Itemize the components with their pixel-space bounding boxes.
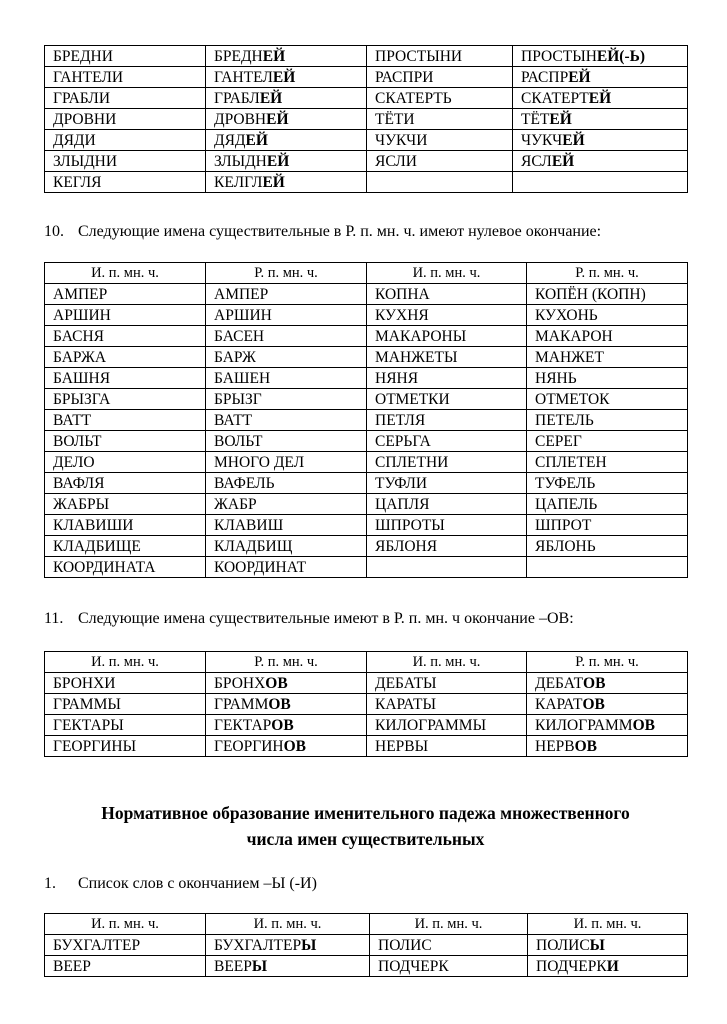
table-cell bbox=[206, 347, 367, 368]
table-body bbox=[45, 284, 688, 578]
word-stem: ВАФЕЛЬ bbox=[214, 475, 275, 492]
column-header: И. п. мн. ч. bbox=[367, 263, 527, 284]
word-stem: ПЕТЕЛЬ bbox=[535, 412, 594, 429]
word-stem: ПОЛИС bbox=[378, 937, 432, 954]
table-cell bbox=[527, 557, 688, 578]
table-cell bbox=[513, 172, 688, 193]
word-stem: ДРОВН bbox=[214, 111, 267, 128]
table-cell bbox=[206, 326, 367, 347]
word-stem: КЛАВИШИ bbox=[53, 517, 134, 534]
word-stem: КАРАТ bbox=[535, 696, 583, 713]
word-stem: ТЁТИ bbox=[375, 111, 415, 128]
word-ending: ОВ bbox=[632, 717, 656, 734]
word-stem: БАСЕН bbox=[214, 328, 265, 345]
table-cell bbox=[367, 515, 527, 536]
table-row bbox=[45, 284, 688, 305]
word-stem: БАРЖ bbox=[214, 349, 256, 366]
word-stem: АМПЕР bbox=[214, 286, 269, 303]
word-stem: ЗЛЫДН bbox=[214, 153, 267, 170]
table-row bbox=[45, 935, 688, 956]
table-cell bbox=[206, 452, 367, 473]
table-cell bbox=[367, 172, 513, 193]
table-body bbox=[45, 935, 688, 977]
word-stem: БРОНХ bbox=[214, 675, 266, 692]
word-stem: КУХНЯ bbox=[375, 307, 429, 324]
table-cell bbox=[206, 431, 367, 452]
word-stem: ТУФЛИ bbox=[375, 475, 428, 492]
word-stem: НЕРВ bbox=[535, 738, 575, 755]
table-cell bbox=[367, 326, 527, 347]
table-cell bbox=[527, 694, 688, 715]
table-cell bbox=[206, 694, 367, 715]
table-cell bbox=[367, 151, 513, 172]
column-header: И. п. мн. ч. bbox=[528, 914, 688, 935]
table-cell bbox=[528, 935, 688, 956]
word-ending: ОВ bbox=[265, 675, 288, 692]
word-stem: ДЕБАТ bbox=[535, 675, 584, 692]
word-stem: ЯСЛ bbox=[521, 153, 552, 170]
nominative-plural-table bbox=[44, 913, 688, 977]
word-stem: ГРАММЫ bbox=[53, 696, 121, 713]
table-row bbox=[45, 67, 688, 88]
word-ending: ОВ bbox=[582, 696, 605, 713]
table-cell bbox=[367, 284, 527, 305]
table-row bbox=[45, 536, 688, 557]
table-body bbox=[45, 673, 688, 757]
table-row bbox=[45, 431, 688, 452]
column-header: И. п. мн. ч. bbox=[370, 914, 528, 935]
section-text: Список слов с окончанием –Ы (-И) bbox=[78, 875, 317, 892]
table-cell bbox=[513, 67, 688, 88]
word-stem: КУХОНЬ bbox=[535, 307, 598, 324]
table-cell bbox=[206, 515, 367, 536]
word-stem: ГЕКТАР bbox=[214, 717, 272, 734]
table-cell bbox=[45, 452, 206, 473]
table-cell bbox=[206, 536, 367, 557]
table-cell bbox=[206, 284, 367, 305]
word-ending: ОВ bbox=[268, 696, 291, 713]
word-ending: Ы bbox=[251, 958, 268, 975]
word-stem: БАСНЯ bbox=[53, 328, 104, 345]
word-stem: ВАТТ bbox=[53, 412, 92, 429]
table-cell bbox=[370, 935, 528, 956]
word-stem: ВАФЛЯ bbox=[53, 475, 105, 492]
table-cell bbox=[45, 389, 206, 410]
word-stem: АРШИН bbox=[53, 307, 111, 324]
table-row bbox=[45, 694, 688, 715]
word-stem: МАКАРОНЫ bbox=[375, 328, 467, 345]
word-stem: КИЛОГРАММ bbox=[535, 717, 633, 734]
word-stem: ГРАБЛ bbox=[214, 90, 260, 107]
table-cell bbox=[367, 410, 527, 431]
word-stem: НЯНЯ bbox=[375, 370, 419, 387]
word-stem: ГЕКТАРЫ bbox=[53, 717, 124, 734]
word-stem: БРЫЗГ bbox=[214, 391, 262, 408]
word-stem: НЯНЬ bbox=[535, 370, 577, 387]
word-stem: РАСПР bbox=[521, 69, 569, 86]
word-stem: СПЛЕТНИ bbox=[375, 454, 449, 471]
word-stem: ПРОСТЫН bbox=[521, 48, 597, 65]
column-header: И. п. мн. ч. bbox=[45, 263, 206, 284]
table-cell bbox=[367, 694, 527, 715]
word-stem: БРЕДНИ bbox=[53, 48, 113, 65]
word-stem: ГАНТЕЛ bbox=[214, 69, 273, 86]
word-stem: МНОГО ДЕЛ bbox=[214, 454, 305, 471]
word-stem: КИЛОГРАММЫ bbox=[375, 717, 487, 734]
section-10-caption bbox=[44, 222, 601, 242]
word-stem: КЛАВИШ bbox=[214, 517, 284, 534]
table-cell bbox=[45, 347, 206, 368]
column-header: Р. п. мн. ч. bbox=[527, 263, 688, 284]
word-ending: ЕЙ bbox=[549, 111, 572, 128]
table-cell bbox=[527, 347, 688, 368]
table-cell bbox=[527, 431, 688, 452]
table-cell bbox=[527, 673, 688, 694]
word-stem: ЯБЛОНЬ bbox=[535, 538, 596, 555]
table-cell bbox=[45, 151, 206, 172]
table-row bbox=[45, 452, 688, 473]
table-cell bbox=[206, 494, 367, 515]
table-row bbox=[45, 46, 688, 67]
table-cell bbox=[527, 305, 688, 326]
word-stem: КЛАДБИЩ bbox=[214, 538, 293, 555]
table-cell bbox=[206, 673, 367, 694]
word-ending: И bbox=[606, 958, 619, 975]
table-row bbox=[45, 368, 688, 389]
word-stem: СКАТЕРТЬ bbox=[375, 90, 452, 107]
word-stem: МАНЖЕТЫ bbox=[375, 349, 458, 366]
table-cell bbox=[45, 284, 206, 305]
table-cell bbox=[367, 130, 513, 151]
table-cell bbox=[527, 326, 688, 347]
table-cell bbox=[527, 494, 688, 515]
table-cell bbox=[45, 410, 206, 431]
table-cell bbox=[45, 46, 206, 67]
table-cell bbox=[45, 130, 206, 151]
word-stem: АМПЕР bbox=[53, 286, 108, 303]
table-cell bbox=[45, 109, 206, 130]
table-cell bbox=[45, 494, 206, 515]
table-cell bbox=[206, 389, 367, 410]
table-cell bbox=[45, 694, 206, 715]
table-cell bbox=[206, 109, 367, 130]
table-cell bbox=[367, 389, 527, 410]
word-stem: ШПРОТ bbox=[535, 517, 592, 534]
table-cell bbox=[527, 473, 688, 494]
table-cell bbox=[367, 536, 527, 557]
word-stem: ШПРОТЫ bbox=[375, 517, 445, 534]
word-stem: ВАТТ bbox=[214, 412, 253, 429]
section-title bbox=[44, 800, 687, 852]
table-cell bbox=[527, 410, 688, 431]
table-row bbox=[45, 130, 688, 151]
table-cell bbox=[527, 284, 688, 305]
word-ending: ЕЙ bbox=[568, 69, 591, 86]
word-stem: КЛАДБИЩЕ bbox=[53, 538, 141, 555]
section-number: 1. bbox=[44, 875, 56, 892]
word-stem: ОТМЕТКИ bbox=[375, 391, 450, 408]
table-row bbox=[45, 326, 688, 347]
plural-genitive-table-continued bbox=[44, 45, 688, 193]
table-cell bbox=[45, 935, 206, 956]
word-stem: СПЛЕТЕН bbox=[535, 454, 607, 471]
word-stem: КЕГЛЯ bbox=[53, 174, 102, 191]
table-cell bbox=[45, 557, 206, 578]
table-cell bbox=[206, 46, 367, 67]
word-stem: ЗЛЫДНИ bbox=[53, 153, 118, 170]
list-1-caption bbox=[44, 874, 317, 894]
word-stem: АРШИН bbox=[214, 307, 272, 324]
word-ending: ЕЙ bbox=[262, 174, 285, 191]
zero-ending-table bbox=[44, 262, 688, 578]
table-row bbox=[45, 88, 688, 109]
word-stem: БАШНЯ bbox=[53, 370, 111, 387]
column-header: Р. п. мн. ч. bbox=[206, 263, 367, 284]
table-row bbox=[45, 494, 688, 515]
table-cell bbox=[45, 67, 206, 88]
column-header: И. п. мн. ч. bbox=[45, 914, 206, 935]
table-cell bbox=[367, 368, 527, 389]
table-cell bbox=[367, 431, 527, 452]
word-stem: БРЕДН bbox=[214, 48, 263, 65]
word-stem: МАНЖЕТ bbox=[535, 349, 604, 366]
table-cell bbox=[45, 368, 206, 389]
table-cell bbox=[367, 736, 527, 757]
word-stem: ЖАБРЫ bbox=[53, 496, 110, 513]
word-stem: ЯСЛИ bbox=[375, 153, 417, 170]
word-stem: ОТМЕТОК bbox=[535, 391, 610, 408]
word-stem: МАКАРОН bbox=[535, 328, 613, 345]
table-row bbox=[45, 389, 688, 410]
column-header: И. п. мн. ч. bbox=[45, 652, 206, 673]
table-cell bbox=[527, 715, 688, 736]
table-cell bbox=[45, 172, 206, 193]
word-ending: Ы bbox=[301, 937, 317, 954]
word-stem: ДЕБАТЫ bbox=[375, 675, 437, 692]
table-row bbox=[45, 305, 688, 326]
word-stem: ТУФЕЛЬ bbox=[535, 475, 596, 492]
table-row bbox=[45, 410, 688, 431]
table-cell bbox=[367, 88, 513, 109]
word-stem: БУХГАЛТЕР bbox=[53, 937, 141, 954]
column-header: Р. п. мн. ч. bbox=[206, 652, 367, 673]
word-ending: ОВ bbox=[283, 738, 306, 755]
word-stem: ВЕЕР bbox=[53, 958, 91, 975]
word-stem: ПОДЧЕРК bbox=[378, 958, 449, 975]
table-cell bbox=[206, 935, 370, 956]
word-stem: ПРОСТЫНИ bbox=[375, 48, 463, 65]
word-stem: БРОНХИ bbox=[53, 675, 116, 692]
table-cell bbox=[367, 673, 527, 694]
word-ending: ЕЙ bbox=[272, 69, 296, 86]
table-cell bbox=[206, 305, 367, 326]
word-ending: ЕЙ bbox=[266, 111, 289, 128]
word-stem: РАСПРИ bbox=[375, 69, 434, 86]
table-cell bbox=[367, 557, 527, 578]
word-stem: ЧУКЧИ bbox=[375, 132, 428, 149]
table-body bbox=[45, 46, 688, 193]
word-ending: ОВ bbox=[574, 738, 598, 755]
word-stem: ВОЛЬТ bbox=[53, 433, 102, 450]
table-cell bbox=[206, 956, 370, 977]
word-stem: ГЕОРГИНЫ bbox=[53, 738, 137, 755]
word-ending: ЕЙ(-Ь) bbox=[596, 48, 646, 65]
word-stem: ЖАБР bbox=[214, 496, 257, 513]
table-row bbox=[45, 109, 688, 130]
table-cell bbox=[527, 368, 688, 389]
table-cell bbox=[45, 473, 206, 494]
table-cell bbox=[370, 956, 528, 977]
table-row bbox=[45, 673, 688, 694]
table-cell bbox=[527, 736, 688, 757]
table-row bbox=[45, 151, 688, 172]
word-stem: ВЕЕР bbox=[214, 958, 252, 975]
word-stem: ГЕОРГИН bbox=[214, 738, 284, 755]
table-row bbox=[45, 473, 688, 494]
word-ending: ЕЙ bbox=[259, 90, 283, 107]
table-cell bbox=[206, 473, 367, 494]
word-stem: КОПНА bbox=[375, 286, 430, 303]
table-row bbox=[45, 715, 688, 736]
table-cell bbox=[206, 151, 367, 172]
table-cell bbox=[206, 410, 367, 431]
table-cell bbox=[206, 130, 367, 151]
table-row bbox=[45, 347, 688, 368]
table-cell bbox=[206, 557, 367, 578]
table-cell bbox=[527, 452, 688, 473]
table-cell bbox=[527, 536, 688, 557]
table-cell bbox=[206, 715, 367, 736]
word-stem: НЕРВЫ bbox=[375, 738, 429, 755]
table-cell bbox=[367, 715, 527, 736]
word-stem: ЦАПЛЯ bbox=[375, 496, 430, 513]
word-ending: Ы bbox=[589, 937, 605, 954]
word-stem: БАРЖА bbox=[53, 349, 107, 366]
table-cell bbox=[513, 109, 688, 130]
table-cell bbox=[367, 452, 527, 473]
word-stem: ТЁТ bbox=[521, 111, 550, 128]
word-stem: ДРОВНИ bbox=[53, 111, 117, 128]
word-stem: ЧУКЧ bbox=[521, 132, 563, 149]
word-stem: СЕРЬГА bbox=[375, 433, 431, 450]
table-cell bbox=[45, 515, 206, 536]
table-cell bbox=[367, 494, 527, 515]
table-cell bbox=[367, 347, 527, 368]
table-cell bbox=[527, 515, 688, 536]
table-cell bbox=[45, 736, 206, 757]
table-cell bbox=[206, 736, 367, 757]
table-cell bbox=[513, 130, 688, 151]
word-ending: ОВ bbox=[583, 675, 606, 692]
table-cell bbox=[528, 956, 688, 977]
table-row bbox=[45, 736, 688, 757]
column-header: Р. п. мн. ч. bbox=[527, 652, 688, 673]
table-cell bbox=[45, 305, 206, 326]
word-ending: ЕЙ bbox=[266, 153, 290, 170]
table-cell bbox=[45, 673, 206, 694]
table-cell bbox=[206, 88, 367, 109]
table-cell bbox=[45, 715, 206, 736]
word-stem: КАРАТЫ bbox=[375, 696, 436, 713]
word-stem: ЦАПЕЛЬ bbox=[535, 496, 598, 513]
word-stem: ГРАММ bbox=[214, 696, 269, 713]
word-ending: ЕЙ bbox=[562, 132, 585, 149]
word-ending: ЕЙ bbox=[551, 153, 575, 170]
table-row bbox=[45, 956, 688, 977]
table-cell bbox=[45, 956, 206, 977]
table-header bbox=[45, 914, 688, 935]
table-cell bbox=[206, 67, 367, 88]
word-ending: ОВ bbox=[271, 717, 294, 734]
word-stem: СКАТЕРТ bbox=[521, 90, 589, 107]
table-row bbox=[45, 515, 688, 536]
table-cell bbox=[367, 473, 527, 494]
word-stem: БУХГАЛТЕР bbox=[214, 937, 302, 954]
word-stem: ДЯД bbox=[214, 132, 246, 149]
table-cell bbox=[206, 172, 367, 193]
section-title-line: Нормативное образование именительного падежа множественного bbox=[101, 803, 630, 823]
word-stem: ПОДЧЕРК bbox=[536, 958, 607, 975]
table-header bbox=[45, 263, 688, 284]
word-stem: ГРАБЛИ bbox=[53, 90, 111, 107]
word-stem: ПЕТЛЯ bbox=[375, 412, 426, 429]
word-ending: ЕЙ bbox=[588, 90, 612, 107]
table-cell bbox=[513, 46, 688, 67]
table-cell bbox=[513, 151, 688, 172]
column-header: И. п. мн. ч. bbox=[367, 652, 527, 673]
table-cell bbox=[45, 431, 206, 452]
table-cell bbox=[367, 305, 527, 326]
word-stem: СЕРЕГ bbox=[535, 433, 582, 450]
table-row bbox=[45, 557, 688, 578]
table-cell bbox=[513, 88, 688, 109]
word-ending: ЕЙ bbox=[245, 132, 268, 149]
word-stem: ДЕЛО bbox=[53, 454, 95, 471]
word-stem: КОПЁН (КОПН) bbox=[535, 286, 646, 303]
word-stem: КООРДИНАТ bbox=[214, 559, 307, 576]
section-number: 10. bbox=[44, 223, 64, 240]
word-stem: ГАНТЕЛИ bbox=[53, 69, 124, 86]
table-cell bbox=[367, 67, 513, 88]
word-ending: ЕЙ bbox=[262, 48, 286, 65]
word-stem: ЯБЛОНЯ bbox=[375, 538, 438, 555]
table-cell bbox=[206, 368, 367, 389]
table-row bbox=[45, 172, 688, 193]
column-header: И. п. мн. ч. bbox=[206, 914, 370, 935]
word-stem: БРЫЗГА bbox=[53, 391, 111, 408]
table-cell bbox=[367, 109, 513, 130]
word-stem: КООРДИНАТА bbox=[53, 559, 156, 576]
table-header bbox=[45, 652, 688, 673]
word-stem: БАШЕН bbox=[214, 370, 271, 387]
table-cell bbox=[45, 536, 206, 557]
word-stem: ВОЛЬТ bbox=[214, 433, 263, 450]
table-cell bbox=[45, 326, 206, 347]
section-text: Следующие имена существительные имеют в Р. п. мн. ч окончание –ОВ: bbox=[78, 610, 574, 627]
ov-ending-table bbox=[44, 651, 688, 757]
word-stem: КЕЛГЛ bbox=[214, 174, 263, 191]
table-cell bbox=[367, 46, 513, 67]
section-11-caption bbox=[44, 609, 574, 629]
section-title-line: числа имен существительных bbox=[246, 829, 485, 849]
section-text: Следующие имена существительные в Р. п. мн. ч. имеют нулевое окончание: bbox=[78, 223, 602, 240]
table-cell bbox=[45, 88, 206, 109]
section-number: 11. bbox=[44, 610, 64, 627]
word-stem: ПОЛИС bbox=[536, 937, 590, 954]
word-stem: ДЯДИ bbox=[53, 132, 96, 149]
table-cell bbox=[527, 389, 688, 410]
